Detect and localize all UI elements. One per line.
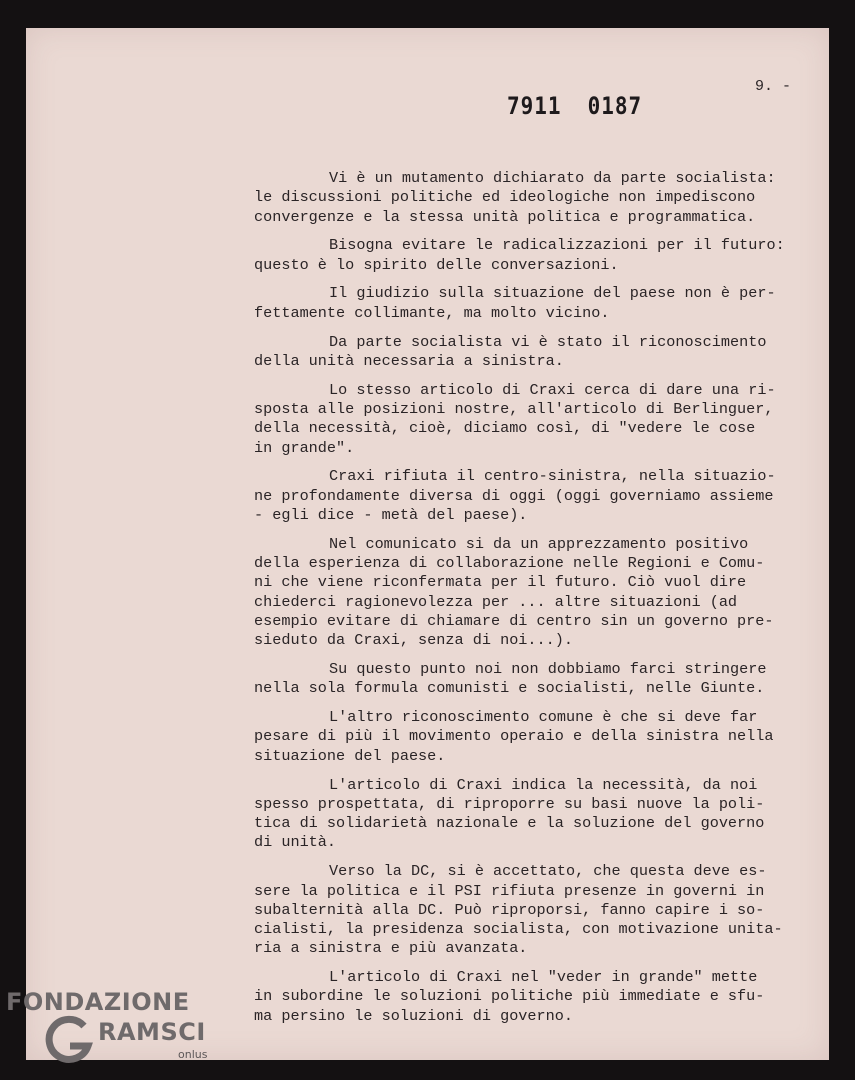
stamp-right: 0187 bbox=[587, 92, 643, 120]
document-body bbox=[254, 169, 824, 1036]
text-line: della unità necessaria a sinistra. bbox=[254, 351, 564, 370]
g-logo-icon bbox=[40, 1014, 96, 1064]
text-line: in grande". bbox=[254, 438, 355, 457]
page-number: 9. - bbox=[755, 78, 792, 95]
text-line: tica di solidarietà nazionale e la soluzione del governo bbox=[254, 814, 765, 833]
text-line: L'articolo di Craxi nel "veder in grande" mette bbox=[329, 968, 758, 987]
text-line: situazione del paese. bbox=[254, 746, 446, 765]
text-line: questo è lo spirito delle conversazioni. bbox=[254, 255, 619, 274]
paragraph bbox=[254, 535, 824, 651]
text-line: nella sola formula comunisti e socialisti, nelle Giunte. bbox=[254, 679, 765, 698]
paragraph bbox=[254, 708, 824, 766]
archive-stamp bbox=[507, 92, 642, 120]
text-line: ni che viene riconfermata per il futuro. Ciò vuol dire bbox=[254, 573, 747, 592]
text-line: subalternità alla DC. Può riproporsi, fanno capire i so- bbox=[254, 900, 765, 919]
stamp-left: 7911 bbox=[507, 92, 562, 120]
text-line: Vi è un mutamento dichiarato da parte socialista: bbox=[329, 169, 776, 187]
logo-onlus: onlus bbox=[178, 1048, 208, 1061]
paragraph bbox=[254, 467, 824, 525]
text-line: della necessità, cioè, diciamo così, di "vedere le cose bbox=[254, 419, 756, 438]
text-line: - egli dice - metà del paese). bbox=[254, 505, 528, 524]
paragraph bbox=[254, 284, 824, 323]
text-line: della esperienza di collaborazione nelle Regioni e Comu- bbox=[254, 554, 765, 573]
text-line: Nel comunicato si da un apprezzamento positivo bbox=[329, 534, 749, 553]
text-line: in subordine le soluzioni politiche più immediate e sfu- bbox=[254, 987, 765, 1006]
text-line: pesare di più il movimento operaio e della sinistra nella bbox=[254, 727, 774, 746]
text-line: cialisti, la presidenza socialista, con motivazione unita- bbox=[254, 920, 783, 939]
text-line: sposta alle posizioni nostre, all'articolo di Berlinguer, bbox=[254, 399, 774, 418]
paragraph bbox=[254, 333, 824, 372]
text-line: le discussioni politiche ed ideologiche non impediscono bbox=[254, 188, 756, 207]
text-line: Il giudizio sulla situazione del paese non è per- bbox=[329, 284, 776, 303]
fondazione-gramsci-logo bbox=[6, 988, 221, 1072]
text-line: Verso la DC, si è accettato, che questa deve es- bbox=[329, 862, 767, 881]
text-line: esempio evitare di chiamare di centro sin un governo pre- bbox=[254, 611, 774, 630]
text-line: ne profondamente diversa di oggi (oggi governiamo assieme bbox=[254, 486, 774, 505]
text-line: ma persino le soluzioni di governo. bbox=[254, 1006, 573, 1025]
text-line: chiederci ragionevolezza per ... altre situazioni (ad bbox=[254, 592, 738, 611]
text-line: convergenze e la stessa unità politica e programmatica. bbox=[254, 207, 756, 226]
paragraph bbox=[254, 776, 824, 853]
paragraph bbox=[254, 169, 824, 227]
text-line: Bisogna evitare le radicalizzazioni per il futuro: bbox=[329, 236, 785, 255]
text-line: fettamente collimante, ma molto vicino. bbox=[254, 303, 610, 322]
text-line: Da parte socialista vi è stato il riconoscimento bbox=[329, 332, 767, 351]
text-line: L'articolo di Craxi indica la necessità, da noi bbox=[329, 775, 758, 794]
paragraph bbox=[254, 236, 824, 275]
paragraph bbox=[254, 862, 824, 958]
logo-line1: FONDAZIONE bbox=[6, 988, 190, 1016]
text-line: sieduto da Craxi, senza di noi...). bbox=[254, 631, 573, 650]
text-line: di unità. bbox=[254, 833, 337, 852]
text-line: L'altro riconoscimento comune è che si deve far bbox=[329, 708, 758, 727]
text-line: sere la politica e il PSI rifiuta presenze in governi in bbox=[254, 881, 765, 900]
text-line: Su questo punto noi non dobbiamo farci stringere bbox=[329, 660, 767, 679]
text-line: ria a sinistra e più avanzata. bbox=[254, 939, 528, 958]
text-line: spesso prospettata, di riproporre su basi nuove la poli- bbox=[254, 794, 765, 813]
paragraph bbox=[254, 660, 824, 699]
logo-line2: RAMSCI bbox=[98, 1018, 206, 1046]
paragraph bbox=[254, 381, 824, 458]
paragraph bbox=[254, 968, 824, 1026]
text-line: Craxi rifiuta il centro-sinistra, nella situazio- bbox=[329, 467, 776, 486]
text-line: Lo stesso articolo di Craxi cerca di dare una ri- bbox=[329, 380, 776, 399]
